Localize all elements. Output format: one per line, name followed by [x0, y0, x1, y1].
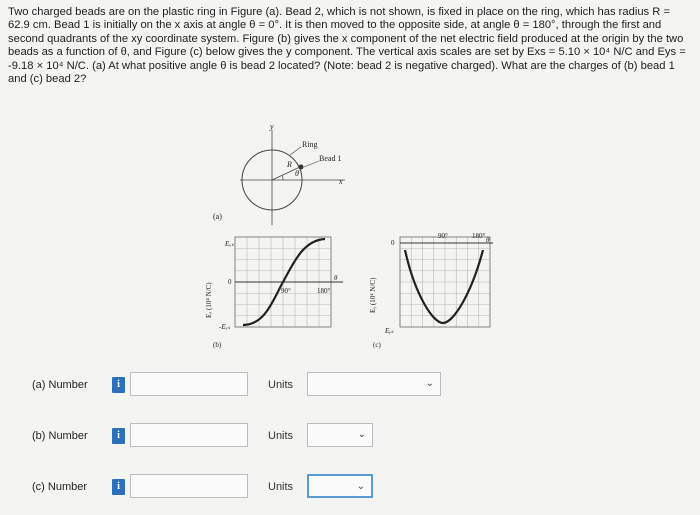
answer-row-c: [0, 472, 700, 504]
chevron-down-icon: ⌄: [425, 378, 434, 389]
answer-b-number-input[interactable]: [130, 423, 248, 447]
answer-c-units-label: Units: [268, 481, 294, 493]
answer-c-units-select[interactable]: [307, 474, 373, 498]
answer-a-units-select[interactable]: [307, 372, 441, 396]
info-icon[interactable]: i: [112, 377, 125, 393]
answer-row-b: [0, 421, 700, 453]
problem-figure: [195, 125, 515, 355]
answer-a-units-label: Units: [268, 379, 294, 391]
figure-c-label: (c): [373, 341, 381, 349]
answer-b-units-label: Units: [268, 430, 294, 442]
answer-a-number-input[interactable]: [130, 372, 248, 396]
info-icon[interactable]: i: [112, 428, 125, 444]
figure-a-y-label: y: [270, 125, 274, 131]
figure-b-axis-label: Eₓ (10⁴ N/C): [205, 282, 213, 318]
figure-b-bottom-label: -Eₓₛ: [219, 323, 231, 331]
answer-c-number-input[interactable]: [130, 474, 248, 498]
chevron-down-icon: ⌄: [356, 481, 365, 492]
answer-c-label: (c) Number: [32, 481, 88, 493]
figure-a-x-label: x: [339, 177, 343, 186]
figure-c-ey-graph: [369, 232, 493, 349]
figure-c-tick-180: 180°: [472, 232, 486, 240]
figure-b-tick-180: 180°: [317, 287, 331, 295]
figure-b-label: (b): [213, 341, 222, 349]
figure-c-zero-label: 0: [391, 239, 395, 247]
figure-a-r-label: R: [287, 160, 292, 169]
figure-a-ring-label: Ring: [302, 140, 318, 149]
figure-b-theta-label: θ: [334, 274, 338, 282]
answer-row-a: [0, 370, 700, 402]
figure-a-bead-label: Bead 1: [319, 154, 342, 163]
answer-a-label: (a) Number: [32, 379, 88, 391]
figure-b-tick-90: 90°: [281, 287, 291, 295]
info-icon[interactable]: i: [112, 479, 125, 495]
figure-b-top-label: Eₓₛ: [225, 240, 234, 248]
problem-statement: Two charged beads are on the plastic ring in Figure (a). Bead 2, which is not shown, is fixed in place on the ring, which has radius R = 62.9 cm. Bead 1 is initially on the x axis at angle θ = 0°. It is then moved to the opposite side, at angle θ = 180°, through the first and second quadrants of the xy coordinate system. Figure (b) gives the x component of the net electric field produced at the origin by the two beads as a function of θ, and Figure (c) below gives the y component. The vertical axis scales are set by Exs = 5.10 × 10⁴ N/C and Eys = -9.18 × 10⁴ N/C. (a) At what positive angle θ is bead 2 located? (Note: bead 2 is negative charged). What are the charges of (b) bead 1 and (c) bead 2?: [8, 6, 686, 86]
figure-b-zero-label: 0: [228, 278, 232, 286]
figure-a-label: (a): [213, 212, 222, 221]
answer-b-label: (b) Number: [32, 430, 88, 442]
figure-c-theta-label: θ: [486, 236, 490, 244]
figure-a-ring-diagram: [213, 125, 345, 225]
figure-b-ex-graph: [205, 237, 343, 349]
answer-b-units-select[interactable]: [307, 423, 373, 447]
chevron-down-icon: ⌄: [357, 429, 366, 440]
figure-c-bottom-label: Eᵧₛ: [385, 327, 394, 335]
figure-c-tick-90: 90°: [438, 232, 448, 240]
figure-a-theta-label: θ: [295, 169, 299, 178]
figure-c-axis-label: Eᵧ (10⁴ N/C): [369, 277, 377, 313]
